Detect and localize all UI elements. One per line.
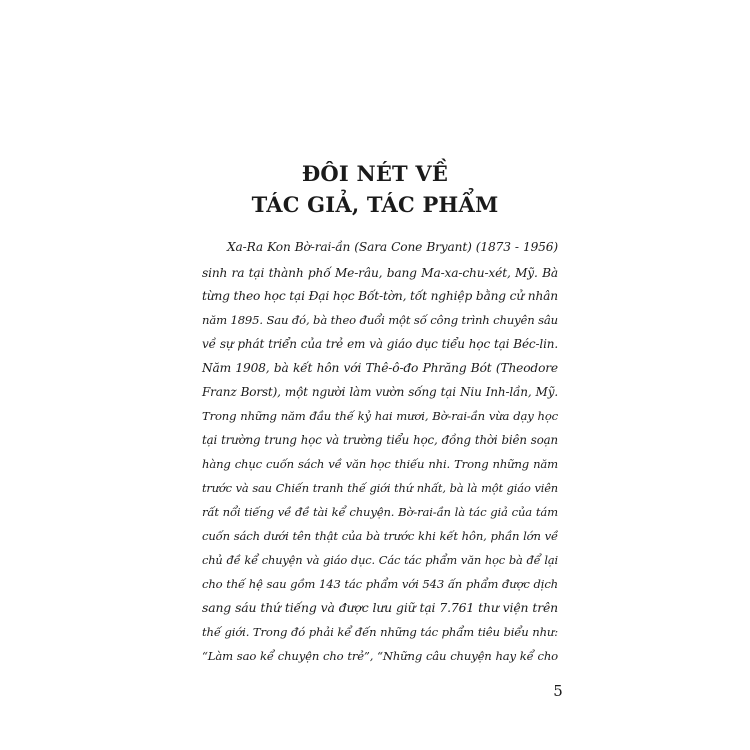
body-line: thế giới. Trong đó phải kể đến những tác phẩm tiêu biểu như:: [202, 625, 558, 639]
body-line: chủ đề kể chuyện và giáo dục. Các tác phẩm văn học bà để lại: [202, 553, 558, 567]
body-line: rất nổi tiếng về đề tài kể chuyện. Bờ-rai-ần là tác giả của tám: [202, 505, 558, 519]
body-line: cuốn sách dưới tên thật của bà trước khi kết hôn, phần lớn về: [202, 529, 558, 543]
body-line: sinh ra tại thành phố Me-râu, bang Ma-xa-chu-xét, Mỹ. Bà: [202, 266, 558, 280]
body-line: Xa-Ra Kon Bờ-rai-ần (Sara Cone Bryant) (1873 - 1956): [227, 240, 558, 254]
body-line: hàng chục cuốn sách về văn học thiếu nhi. Trong những năm: [202, 457, 558, 471]
body-line: Năm 1908, bà kết hôn với Thê-ô-đo Phrăng Bót (Theodore: [202, 361, 558, 375]
body-line: Franz Borst), một người làm vườn sống tại Niu Inh-lần, Mỹ.: [202, 385, 558, 399]
body-line: “Làm sao kể chuyện cho trẻ”, “Những câu chuyện hay kể cho: [202, 649, 558, 663]
body-line: tại trường trung học và trường tiểu học, đồng thời biên soạn: [202, 433, 558, 447]
body-line: cho thế hệ sau gồm 143 tác phẩm với 543 ấn phẩm được dịch: [202, 577, 558, 591]
chapter-heading-line-2: TÁC GIẢ, TÁC PHẨM: [251, 192, 499, 217]
body-line: về sự phát triển của trẻ em và giáo dục tiểu học tại Béc-lin.: [202, 337, 558, 351]
body-line: sang sáu thứ tiếng và được lưu giữ tại 7.761 thư viện trên: [202, 600, 558, 615]
body-line: từng theo học tại Đại học Bốt-tờn, tốt nghiệp bằng cử nhân: [202, 289, 558, 303]
body-line: năm 1895. Sau đó, bà theo đuổi một số công trình chuyên sâu: [202, 313, 558, 327]
body-line: trước và sau Chiến tranh thế giới thứ nhất, bà là một giáo viên: [202, 481, 558, 495]
chapter-heading-line-1: ĐÔI NÉT VỀ: [301, 161, 449, 186]
page-number: 5: [553, 682, 563, 700]
body-line: Trong những năm đầu thế kỷ hai mươi, Bờ-rai-ần vừa dạy học: [202, 409, 558, 423]
